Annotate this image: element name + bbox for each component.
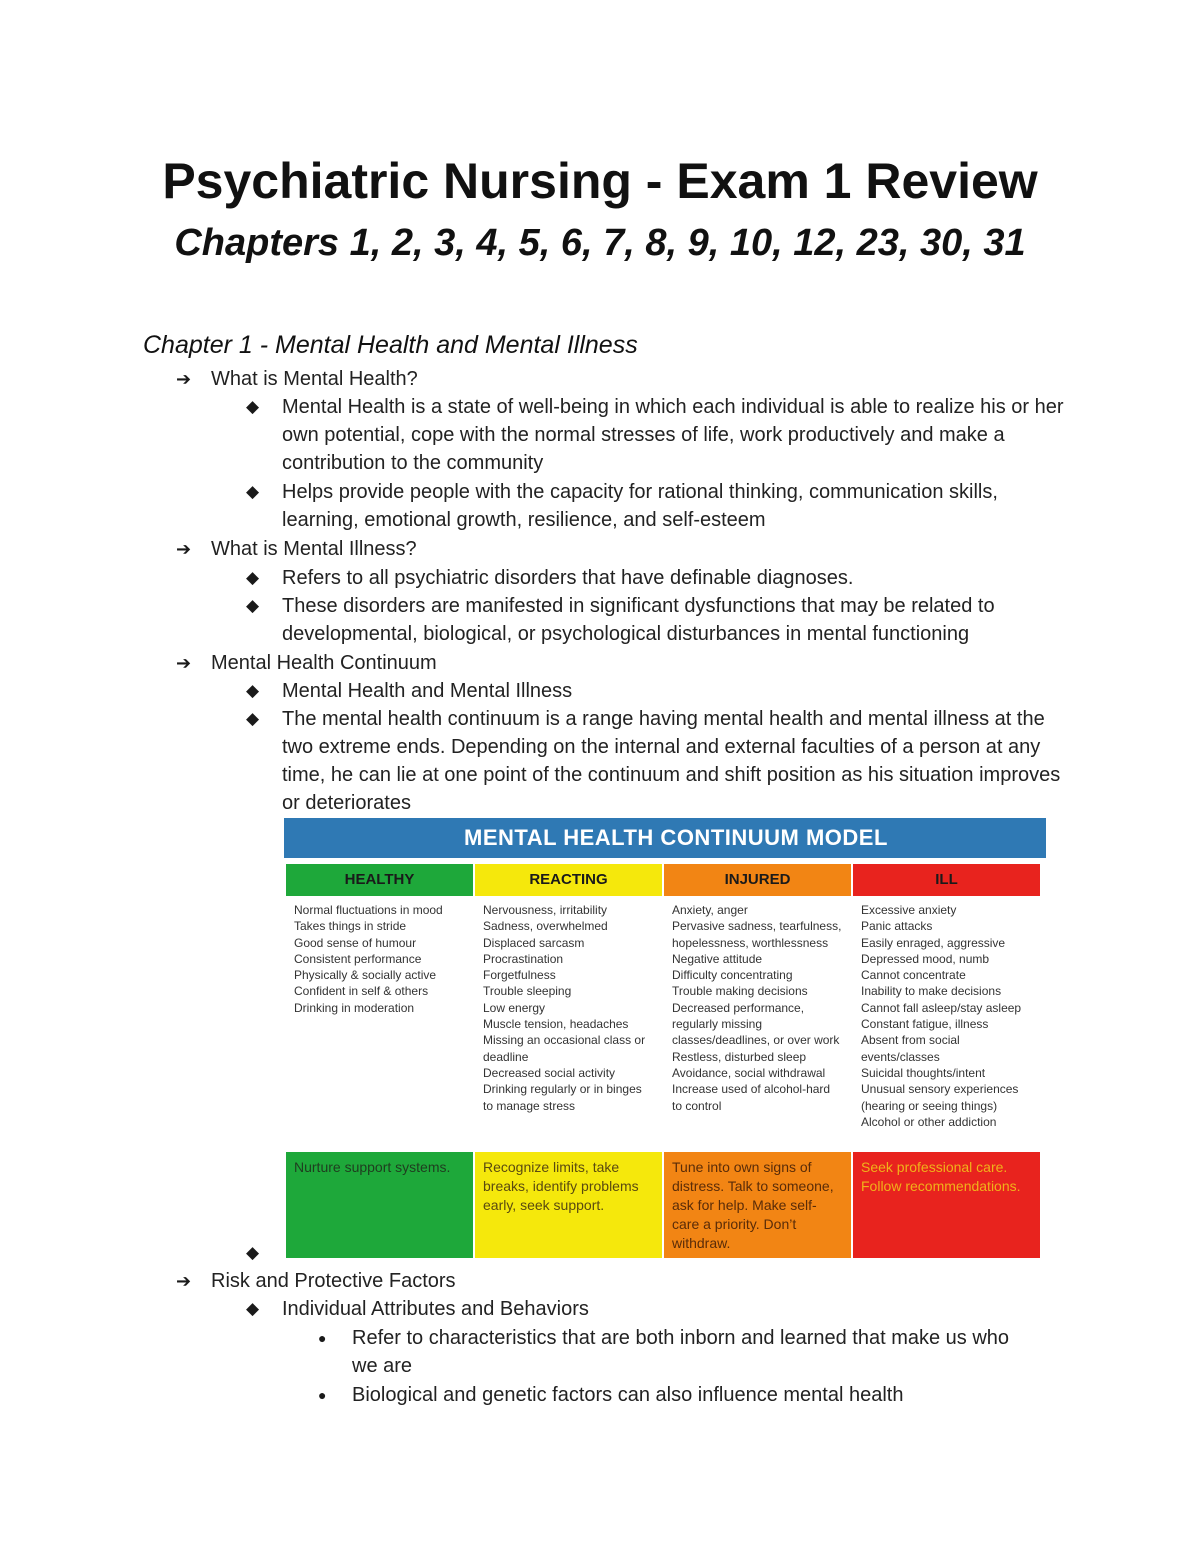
outline-subitem: Individual Attributes and Behaviors	[282, 1298, 589, 1320]
model-column-healthy	[286, 864, 473, 1175]
mental-health-continuum-model	[284, 818, 1046, 1258]
column-action: Recognize limits, take breaks, identify problems early, seek support.	[475, 1152, 662, 1258]
outline-subitem: These disorders are manifested in significant dysfunctions that may be related to developmental, biological, or psychological disturbances in mental functioning	[282, 595, 995, 645]
diamond-bullet-icon: ◆	[246, 709, 260, 728]
column-action: Nurture support systems.	[286, 1152, 473, 1258]
dot-bullet-icon: ●	[318, 1387, 327, 1403]
model-header: MENTAL HEALTH CONTINUUM MODEL	[284, 818, 1046, 858]
diamond-bullet-icon: ◆	[246, 1243, 260, 1262]
outline-item: What is Mental Illness?	[211, 538, 417, 560]
column-label: ILL	[853, 864, 1040, 896]
column-action: Tune into own signs of distress. Talk to someone, ask for help. Make self-care a priority. Don’t withdraw.	[664, 1152, 851, 1258]
outline-item: What is Mental Health?	[211, 368, 418, 390]
outline-subitem: Helps provide people with the capacity for rational thinking, communication skills, learning, emotional growth, resilience, and self-esteem	[282, 481, 998, 531]
column-action: Seek professional care. Follow recommendations.	[853, 1152, 1040, 1258]
column-items	[286, 896, 473, 1146]
outline-item: Risk and Protective Factors	[211, 1270, 456, 1292]
arrow-bullet-icon: ➔	[176, 539, 192, 559]
outline-subitem: Mental Health and Mental Illness	[282, 680, 573, 702]
dot-bullet-icon: ●	[318, 1330, 327, 1346]
column-label: HEALTHY	[286, 864, 473, 896]
model-column-ill	[853, 864, 1040, 1194]
diamond-bullet-icon: ◆	[246, 681, 260, 700]
diamond-bullet-icon: ◆	[246, 1299, 260, 1318]
column-items	[475, 896, 662, 1146]
column-items-text: Normal fluctuations in mood Takes things in stride Good sense of humour Consistent performance Physically & socially active Confident in self & others Drinking in moderation	[294, 903, 443, 1015]
outline-subitem: Mental Health is a state of well-being in which each individual is able to realize his or her own potential, cope with the normal stresses of life, work productively and make a contribution to the community	[282, 396, 1064, 474]
diamond-bullet-icon: ◆	[246, 568, 260, 587]
column-items	[664, 896, 851, 1146]
column-items-text: Nervousness, irritability Sadness, overwhelmed Displaced sarcasm Procrastination Forgetfulness Trouble sleeping Low energy Muscle tension, headaches Missing an occasional class or deadline Decreased social activity Drinking regularly or in binges to manage stress	[483, 903, 646, 1113]
arrow-bullet-icon: ➔	[176, 653, 192, 673]
outline-subitem: Refers to all psychiatric disorders that have definable diagnoses.	[282, 567, 854, 589]
column-label: INJURED	[664, 864, 851, 896]
diamond-bullet-icon: ◆	[246, 596, 260, 615]
arrow-bullet-icon: ➔	[176, 1271, 192, 1291]
outline-item: Mental Health Continuum	[211, 652, 437, 674]
column-items-text: Anxiety, anger Pervasive sadness, tearfulness, hopelessness, worthlessness Negative attitude Difficulty concentrating Trouble making decisions Decreased performance, regularly missing classes/deadlines, or over work Restless, disturbed sleep Avoidance, social withdrawal Increase used of alcohol-hard to control	[672, 903, 842, 1113]
diamond-bullet-icon: ◆	[246, 482, 260, 501]
chapter-heading: Chapter 1 - Mental Health and Mental Illness	[143, 331, 638, 359]
outline-subitem: The mental health continuum is a range having mental health and mental illness at the two extreme ends. Depending on the internal and external faculties of a person at any time, he can lie at one point of the continuum and shift position as his situation improves or deteriorates	[282, 708, 1061, 814]
page-title: Psychiatric Nursing - Exam 1 Review	[162, 153, 1038, 209]
page-subtitle: Chapters 1, 2, 3, 4, 5, 6, 7, 8, 9, 10, 12, 23, 30, 31	[174, 222, 1026, 264]
diamond-bullet-icon: ◆	[246, 397, 260, 416]
arrow-bullet-icon: ➔	[176, 369, 192, 389]
outline-subsubitem: Biological and genetic factors can also influence mental health	[352, 1384, 904, 1406]
column-label: REACTING	[475, 864, 662, 896]
model-column-injured	[664, 864, 851, 1251]
column-items	[853, 896, 1040, 1146]
model-column-reacting	[475, 864, 662, 1213]
column-items-text: Excessive anxiety Panic attacks Easily enraged, aggressive Depressed mood, numb Cannot concentrate Inability to make decisions Cannot fall asleep/stay asleep Constant fatigue, illness Absent from social events/classes Suicidal thoughts/intent Unusual sensory experiences (hearing or seeing things) Alcohol or other addiction	[861, 903, 1022, 1129]
outline-subsubitem: Refer to characteristics that are both inborn and learned that make us who we are	[352, 1327, 1010, 1377]
